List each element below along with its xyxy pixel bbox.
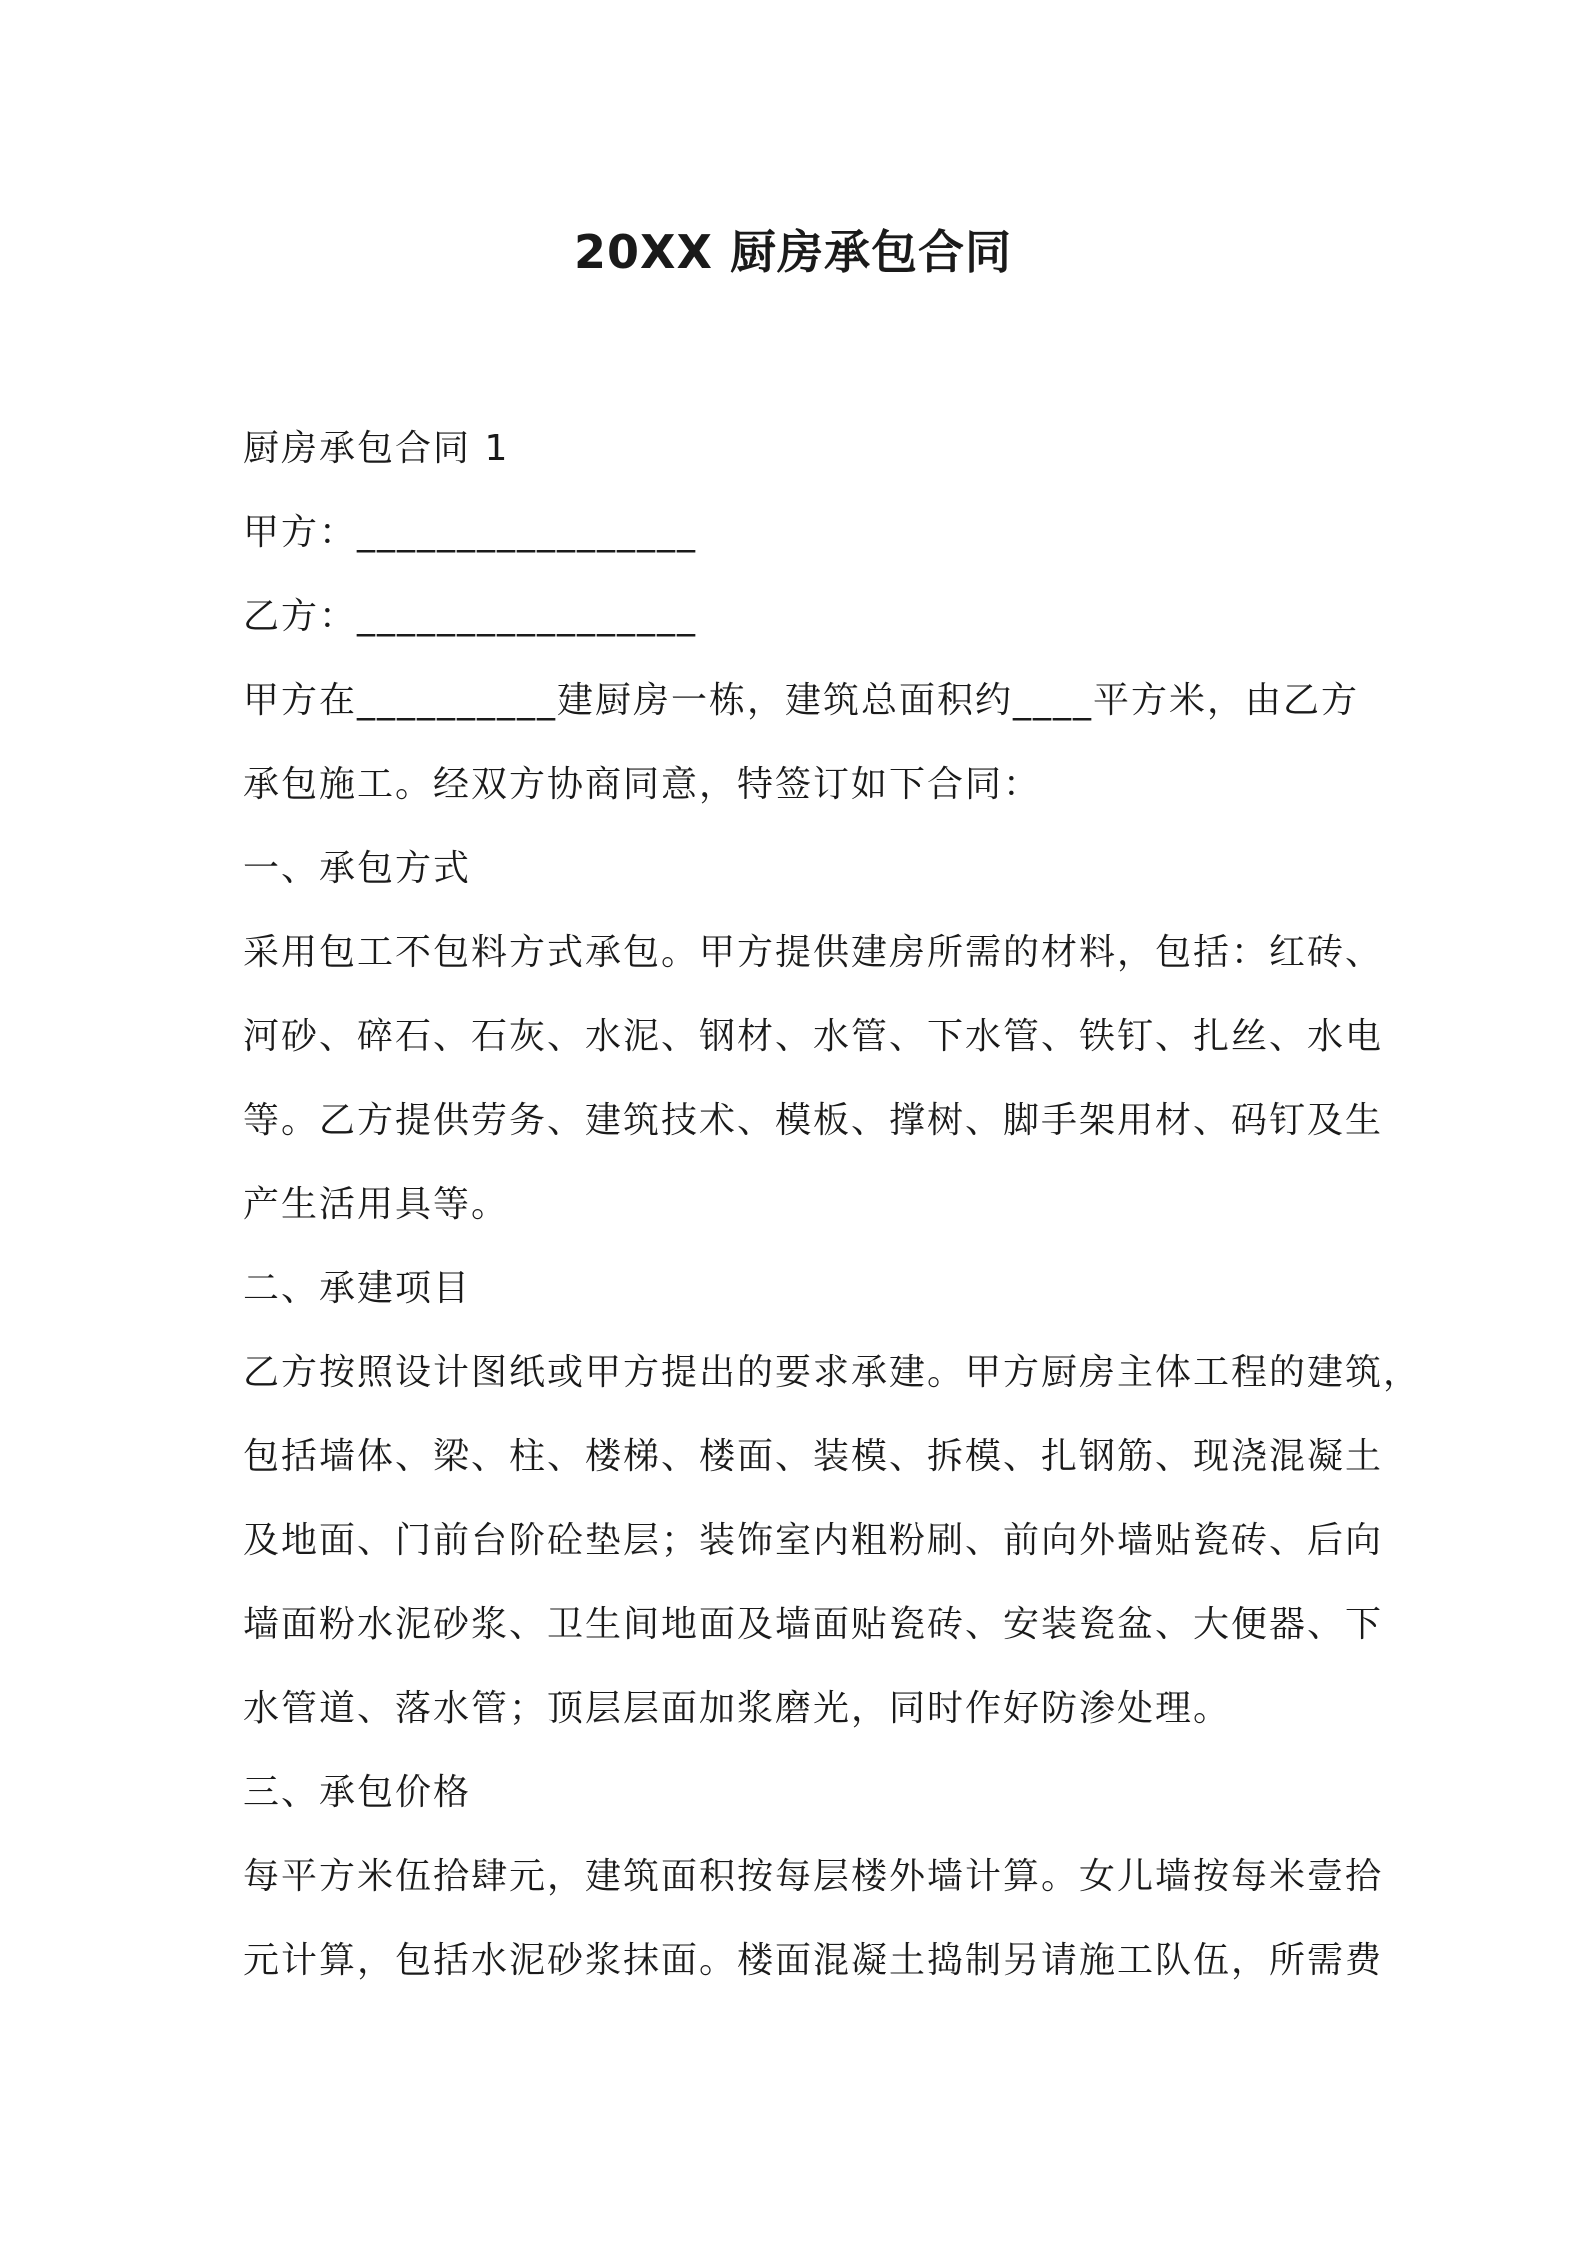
paragraph-line: 元计算，包括水泥砂浆抹面。楼面混凝土捣制另请施工队伍，所需费: [243, 1940, 1384, 1981]
paragraph-line: 及地面、门前台阶砼垫层；装饰室内粗粉刷、前向外墙贴瓷砖、后向: [243, 1520, 1384, 1561]
paragraph-line: 河砂、碎石、石灰、水泥、钢材、水管、下水管、铁钉、扎丝、水电: [243, 1016, 1384, 1057]
paragraph-line: 包括墙体、梁、柱、楼梯、楼面、装模、拆模、扎钢筋、现浇混凝土: [243, 1436, 1384, 1477]
section-heading: 三、承包价格: [243, 1772, 472, 1813]
paragraph-line: 乙方按照设计图纸或甲方提出的要求承建。甲方厨房主体工程的建筑，: [243, 1352, 1422, 1393]
paragraph-line: 每平方米伍拾肆元，建筑面积按每层楼外墙计算。女儿墙按每米壹拾: [243, 1856, 1384, 1897]
party-b-line: 乙方：_________________: [243, 596, 698, 637]
paragraph-line: 水管道、落水管；顶层层面加浆磨光，同时作好防渗处理。: [243, 1688, 1232, 1729]
document-body: [243, 407, 1422, 2003]
section-heading: 二、承建项目: [243, 1268, 472, 1309]
paragraph-line: 产生活用具等。: [243, 1184, 510, 1225]
paragraph-line: 墙面粉水泥砂浆、卫生间地面及墙面贴瓷砖、安装瓷盆、大便器、下: [243, 1604, 1384, 1645]
party-a-line: 甲方：_________________: [243, 512, 698, 553]
paragraph-line: 承包施工。经双方协商同意，特签订如下合同：: [243, 764, 1042, 805]
section-heading: 一、承包方式: [243, 848, 472, 889]
paragraph-line: 等。乙方提供劳务、建筑技术、模板、撑树、脚手架用材、码钉及生: [243, 1100, 1384, 1141]
paragraph-line: 甲方在__________建厨房一栋，建筑总面积约____平方米，由乙方: [243, 680, 1360, 721]
subtitle-line: 厨房承包合同 1: [243, 428, 510, 469]
paragraph-line: 采用包工不包料方式承包。甲方提供建房所需的材料，包括：红砖、: [243, 932, 1384, 973]
document-title: 20XX 厨房承包合同: [574, 225, 1012, 279]
